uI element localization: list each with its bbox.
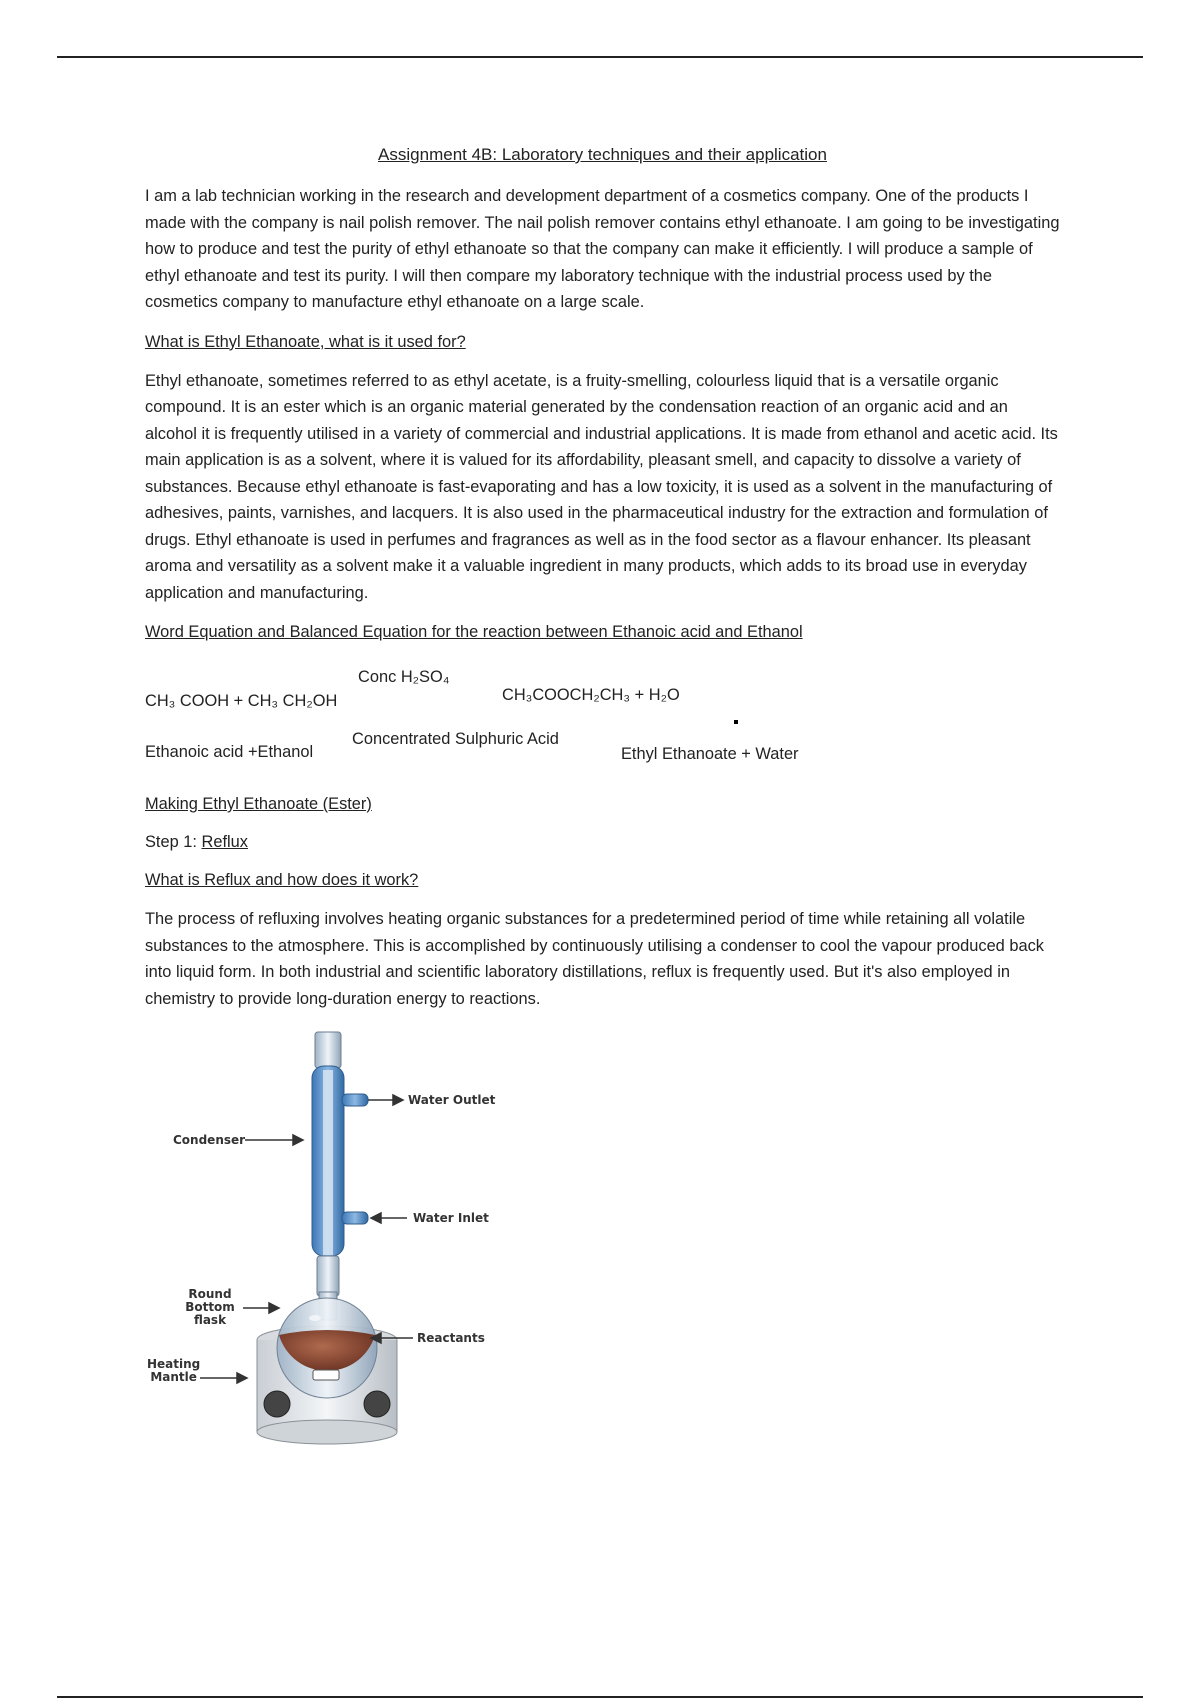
reflux-apparatus-diagram — [145, 1030, 525, 1460]
section-heading-equation: Word Equation and Balanced Equation for the reaction between Ethanoic acid and Ethanol — [145, 623, 803, 641]
products-formula: CH₃COOCH₂CH₃ + H₂O — [502, 686, 680, 704]
reflux-paragraph: The process of refluxing involves heating organic substances for a predetermined period of time while retaining all volatile substances to the atmosphere. This is accomplished by continuously utilising a condenser to cool the vapour produced back into liquid form. In both industrial and scientific laboratory distillations, reflux is frequently used. But it's also employed in chemistry to provide long-duration energy to reactions. — [145, 910, 1044, 1008]
section-heading-ethyl-ethanoate: What is Ethyl Ethanoate, what is it used for? — [145, 332, 466, 351]
label-heating-line2: Mantle — [150, 1370, 197, 1384]
step-name: Reflux — [201, 833, 248, 851]
label-heating-mantle — [147, 1358, 200, 1384]
lower-joint — [317, 1256, 339, 1296]
reactants-words: Ethanoic acid +Ethanol — [145, 743, 314, 761]
catalyst-words: Concentrated Sulphuric Acid — [352, 730, 559, 748]
condenser-inner-tube — [323, 1070, 333, 1255]
bottom-rule — [57, 1696, 1143, 1698]
section-heading-making-ester: Making Ethyl Ethanoate (Ester) — [145, 795, 372, 813]
label-heating-line1: Heating — [147, 1357, 201, 1371]
mantle-knob-right — [364, 1391, 390, 1417]
label-round-bottom-line2: flask — [193, 1313, 227, 1327]
step-1 — [145, 830, 1060, 854]
top-rule — [57, 56, 1143, 58]
intro-paragraph: I am a lab technician working in the research and development department of a cosmetics company. One of the products I made with the company is nail polish remover. The nail polish remover contains ethyl ethanoate. I am going to be investigating how to produce and test the purity of ethyl ethanoate so that the company can make it efficiently. I will produce a sample of ethyl ethanoate and test its purity. I will then compare my laboratory technique with the industrial process used by the cosmetics company to manufacture ethyl ethanoate on a large scale. — [145, 187, 1060, 311]
label-round-bottom-line1: Round Bottom — [185, 1287, 235, 1314]
label-water-inlet: Water Inlet — [413, 1211, 489, 1225]
section-subheading-reflux: What is Reflux and how does it work? — [145, 871, 419, 889]
equation-dot — [734, 720, 738, 724]
reaction-equation — [145, 658, 1060, 788]
page-title: Assignment 4B: Laboratory techniques and their application — [378, 145, 827, 164]
mantle-knob-left — [264, 1391, 290, 1417]
condenser-top-joint — [315, 1032, 341, 1068]
water-outlet-arm — [342, 1094, 368, 1106]
water-inlet-arm — [342, 1212, 368, 1224]
document-page — [145, 145, 1060, 1460]
label-water-outlet: Water Outlet — [408, 1093, 496, 1107]
catalyst-formula: Conc H₂SO₄ — [358, 668, 450, 686]
ethyl-ethanoate-paragraph: Ethyl ethanoate, sometimes referred to as ethyl acetate, is a fruity-smelling, colourless liquid that is a versatile organic compound. It is an ester which is an organic material generated by the condensation reaction of an organic acid and an alcohol it is frequently utilised in a variety of commercial and industrial applications. It is made from ethanol and acetic acid. Its main application is as a solvent, where it is valued for its affordability, pleasant smell, and capacity to dissolve a variety of substances. Because ethyl ethanoate is fast-evaporating and has a low toxicity, it is used as a solvent in the manufacturing of adhesives, paints, varnishes, and lacquers. It is also used in the pharmaceutical industry for the extraction and formulation of drugs. Ethyl ethanoate is used in perfumes and fragrances as well as in the food sector as a flavour enhancer. Its pleasant aroma and versatility as a solvent make it a valuable ingredient in many products, which adds to its broad use in everyday application and manufacturing. — [145, 371, 1058, 602]
label-round-bottom — [163, 1288, 257, 1327]
mantle-display — [313, 1370, 339, 1380]
mantle-base — [257, 1420, 397, 1444]
label-reactants: Reactants — [417, 1331, 485, 1345]
products-words: Ethyl Ethanoate + Water — [621, 745, 799, 763]
step-prefix: Step 1: — [145, 833, 202, 851]
reactants-formula: CH₃ COOH + CH₃ CH₂OH — [145, 692, 338, 710]
label-condenser: Condenser — [173, 1133, 246, 1147]
